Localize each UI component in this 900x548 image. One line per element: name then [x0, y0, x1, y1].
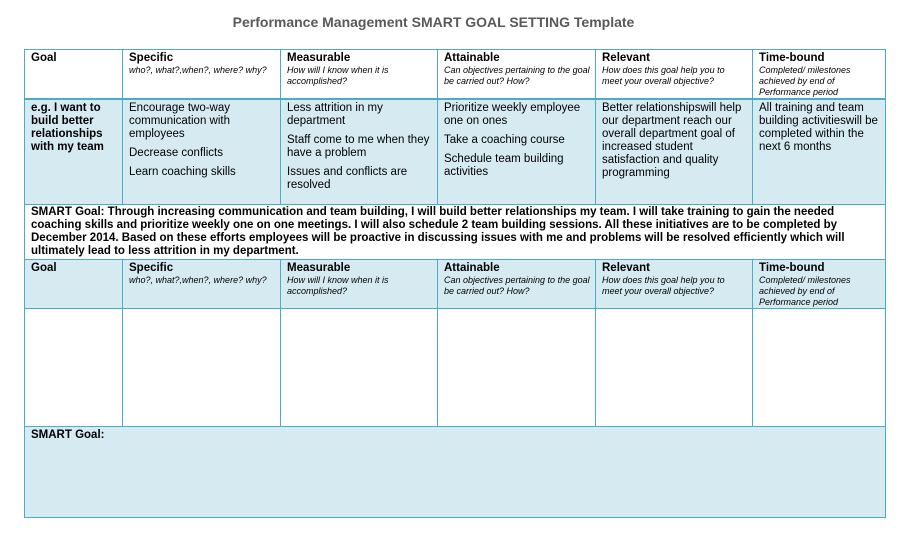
header-specific	[123, 260, 281, 309]
blank-relevant-cell[interactable]	[596, 309, 753, 427]
header-title: Goal	[31, 52, 57, 64]
smart-goal-blank[interactable]: SMART Goal:	[25, 427, 886, 518]
header-specific	[123, 50, 281, 100]
blank-specific-cell[interactable]	[123, 309, 281, 427]
cell-text: Schedule team building activities	[444, 153, 564, 178]
blank-measurable-cell[interactable]	[281, 309, 438, 427]
header-relevant	[596, 260, 753, 309]
blank-entry-row	[25, 309, 886, 427]
header-title: Time-bound	[759, 262, 825, 274]
example-measurable-cell	[281, 99, 438, 205]
smart-goal-example-row	[25, 205, 886, 260]
smart-goal-blank-row	[25, 427, 886, 518]
header-title: Specific	[129, 52, 174, 64]
header-row-2	[25, 260, 886, 309]
cell-text: Encourage two-way communication with employees	[129, 102, 230, 140]
blank-attainable-cell[interactable]	[438, 309, 596, 427]
header-title: Time-bound	[759, 52, 825, 64]
blank-goal-cell[interactable]	[25, 309, 123, 427]
page-title: Performance Management SMART GOAL SETTING Template	[232, 14, 635, 30]
example-timebound-cell: All training and team building activitieswill be completed within the next 6 months	[753, 99, 886, 205]
header-timebound	[753, 50, 886, 100]
header-title: Measurable	[287, 262, 351, 274]
smart-goal-example: SMART Goal: Through increasing communication and team building, I will build better relationships my team. I will take training to gain the needed coaching skills and prioritize weekly one on one meetings. I will also schedule 2 team building sessions. All these initiatives are to be completed by December 2014. Based on these efforts employees will be proactive in discussing issues with me and problems will be resolved efficiently which will ultimately lead to less attrition in my department.	[25, 205, 886, 260]
header-relevant	[596, 50, 753, 100]
cell-text: Issues and conflicts are resolved	[287, 166, 408, 191]
header-subtitle: How does this goal help you to meet your overall objective?	[602, 65, 725, 86]
header-subtitle: who?, what?,when?, where? why?	[129, 275, 267, 285]
example-attainable-cell	[438, 99, 596, 205]
header-title: Relevant	[602, 52, 650, 64]
header-title: Relevant	[602, 262, 650, 274]
cell-text: Prioritize weekly employee one on ones	[444, 102, 581, 127]
header-subtitle: who?, what?,when?, where? why?	[129, 65, 267, 75]
example-relevant-cell: Better relationshipswill help our department reach our overall department goal of increased student satisfaction and quality programming	[596, 99, 753, 205]
smart-goal-table	[24, 49, 885, 518]
cell-text: Learn coaching skills	[129, 166, 236, 178]
header-title: Attainable	[444, 52, 500, 64]
header-title: Specific	[129, 262, 174, 274]
header-measurable	[281, 260, 438, 309]
cell-text: Take a coaching course	[444, 134, 565, 146]
header-subtitle: How will I know when it is accomplished?	[287, 275, 389, 296]
header-subtitle: Completed/ milestones achieved by end of Performance period	[759, 275, 851, 307]
header-subtitle: Can objectives pertaining to the goal be carried out? How?	[444, 275, 590, 296]
header-title: Measurable	[287, 52, 351, 64]
header-subtitle: How will I know when it is accomplished?	[287, 65, 389, 86]
header-subtitle: Can objectives pertaining to the goal be carried out? How?	[444, 65, 590, 86]
header-attainable	[438, 50, 596, 100]
cell-text: Less attrition in my department	[287, 102, 383, 127]
header-attainable	[438, 260, 596, 309]
header-timebound	[753, 260, 886, 309]
header-row-1	[25, 50, 886, 100]
header-subtitle: How does this goal help you to meet your overall objective?	[602, 275, 725, 296]
example-goal-cell: e.g. I want to build better relationships with my team	[25, 99, 123, 205]
example-specific-cell	[123, 99, 281, 205]
cell-text: Staff come to me when they have a problem	[287, 134, 430, 159]
header-title: Goal	[31, 262, 57, 274]
header-title: Attainable	[444, 262, 500, 274]
header-goal	[25, 50, 123, 100]
blank-timebound-cell[interactable]	[753, 309, 886, 427]
header-measurable	[281, 50, 438, 100]
example-row	[25, 99, 886, 205]
cell-text: Decrease conflicts	[129, 147, 223, 159]
header-subtitle: Completed/ milestones achieved by end of Performance period	[759, 65, 851, 97]
header-goal	[25, 260, 123, 309]
